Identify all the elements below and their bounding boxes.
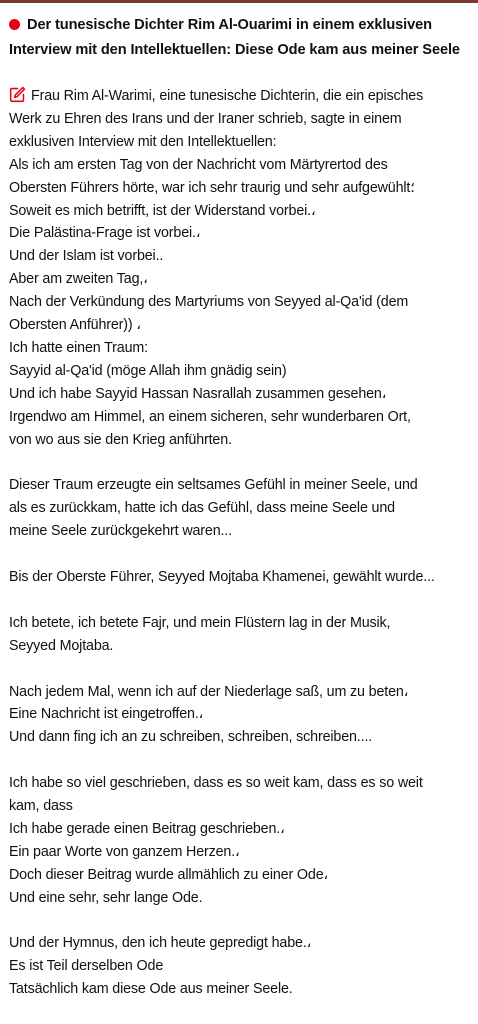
text-line-content: Nach jedem Mal, wenn ich auf der Niederlage saß, um zu beten، xyxy=(9,683,409,700)
text-line xyxy=(9,566,474,589)
text-line xyxy=(9,932,474,955)
text-line xyxy=(9,222,474,245)
text-line xyxy=(9,337,474,360)
text-line-content: Die Palästina-Frage ist vorbei.، xyxy=(9,225,201,242)
text-line-content: meine Seele zurückgekehrt waren... xyxy=(9,523,232,540)
text-line-content: Tatsächlich kam diese Ode aus meiner Seele. xyxy=(9,981,293,998)
text-line-content: Ein paar Worte von ganzem Herzen.، xyxy=(9,843,240,860)
title-line-1 xyxy=(9,13,471,38)
red-dot-icon xyxy=(9,19,20,30)
text-line xyxy=(9,108,474,131)
text-line xyxy=(9,772,474,795)
text-line xyxy=(9,726,474,749)
text-line xyxy=(9,360,474,383)
text-line xyxy=(9,314,474,337)
paragraph-gap xyxy=(9,589,474,612)
text-line-content: Nach der Verkündung des Martyriums von Seyyed al-Qa'id (dem xyxy=(9,294,409,311)
text-line-content: Sayyid al-Qa'id (möge Allah ihm gnädig sein) xyxy=(9,362,287,379)
text-line xyxy=(9,681,474,704)
text-line-content: Irgendwo am Himmel, an einem sicheren, sehr wunderbaren Ort, xyxy=(9,408,411,425)
article-title xyxy=(9,13,471,63)
text-line xyxy=(9,703,474,726)
edit-pencil-icon xyxy=(9,86,26,103)
text-line xyxy=(9,474,474,497)
text-line-content: Und der Islam ist vorbei.. xyxy=(9,248,164,265)
text-line xyxy=(9,429,474,452)
text-line-content: Ich habe so viel geschrieben, dass es so weit kam, dass es so weit xyxy=(9,775,423,792)
text-line-content: Es ist Teil derselben Ode xyxy=(9,958,164,975)
article-body xyxy=(9,85,474,1001)
text-line xyxy=(9,841,474,864)
paragraph-gap xyxy=(9,658,474,681)
text-line xyxy=(9,268,474,291)
text-line-content: Und der Hymnus, den ich heute gepredigt habe.، xyxy=(9,935,312,952)
text-line xyxy=(9,635,474,658)
text-line xyxy=(9,291,474,314)
text-line xyxy=(9,887,474,910)
paragraph-gap xyxy=(9,910,474,933)
text-line-content: Aber am zweiten Tag,، xyxy=(9,271,148,288)
text-line-content: Ich betete, ich betete Fajr, und mein Flüstern lag in der Musik, xyxy=(9,614,391,631)
text-line-content: Und dann fing ich an zu schreiben, schreiben, schreiben.... xyxy=(9,729,373,746)
text-line-content: Werk zu Ehren des Irans und der Iraner schrieb, sagte in einem xyxy=(9,110,402,127)
text-line-content: Frau Rim Al-Warimi, eine tunesische Dichterin, die ein episches xyxy=(31,88,424,104)
text-line xyxy=(9,154,474,177)
text-line xyxy=(9,131,474,154)
title-line-1-text: Der tunesische Dichter Rim Al-Ouarimi in einem exklusiven xyxy=(27,17,432,33)
paragraph-gap xyxy=(9,452,474,475)
paragraph-gap xyxy=(9,543,474,566)
text-line xyxy=(9,85,474,108)
text-line xyxy=(9,612,474,635)
text-line-content: Doch dieser Beitrag wurde allmählich zu einer Ode، xyxy=(9,866,329,883)
text-line-content: Und ich habe Sayyid Hassan Nasrallah zusammen gesehen، xyxy=(9,385,387,402)
text-line-content: Und eine sehr, sehr lange Ode. xyxy=(9,889,203,906)
text-line-content: Als ich am ersten Tag von der Nachricht vom Märtyrertod des xyxy=(9,156,388,173)
text-line-content: von wo aus sie den Krieg anführten. xyxy=(9,431,232,448)
text-line xyxy=(9,795,474,818)
text-line-content: Ich habe gerade einen Beitrag geschrieben.، xyxy=(9,820,285,837)
text-line-content: Bis der Oberste Führer, Seyyed Mojtaba Khamenei, gewählt wurde... xyxy=(9,569,435,585)
text-line xyxy=(9,383,474,406)
text-line xyxy=(9,955,474,978)
text-line xyxy=(9,245,474,268)
text-line-content: Obersten Führers hörte, war ich sehr traurig und sehr aufgewühlt؛ xyxy=(9,179,415,196)
text-line xyxy=(9,200,474,223)
text-line-content: kam, dass xyxy=(9,798,73,815)
article-card xyxy=(0,3,478,1024)
text-line-content: Obersten Anführer)) ، xyxy=(9,317,141,334)
text-line xyxy=(9,406,474,429)
title-line-2: Interview mit den Intellektuellen: Diese Ode kam aus meiner Seele xyxy=(9,42,460,58)
text-line-content: als es zurückkam, hatte ich das Gefühl, dass meine Seele und xyxy=(9,500,395,517)
text-line-content: Ich hatte einen Traum: xyxy=(9,339,148,356)
text-line xyxy=(9,978,474,1001)
text-line-content: Eine Nachricht ist eingetroffen.، xyxy=(9,706,204,723)
paragraph-gap xyxy=(9,749,474,772)
text-line-content: exklusiven Interview mit den Intellektuellen: xyxy=(9,133,277,150)
text-line xyxy=(9,177,474,200)
text-line xyxy=(9,864,474,887)
text-line-content: Soweit es mich betrifft, ist der Widerstand vorbei.، xyxy=(9,202,316,219)
text-line xyxy=(9,520,474,543)
text-line xyxy=(9,497,474,520)
text-line-content: Seyyed Mojtaba. xyxy=(9,637,114,654)
text-line-content: Dieser Traum erzeugte ein seltsames Gefühl in meiner Seele, und xyxy=(9,477,418,494)
text-line xyxy=(9,818,474,841)
